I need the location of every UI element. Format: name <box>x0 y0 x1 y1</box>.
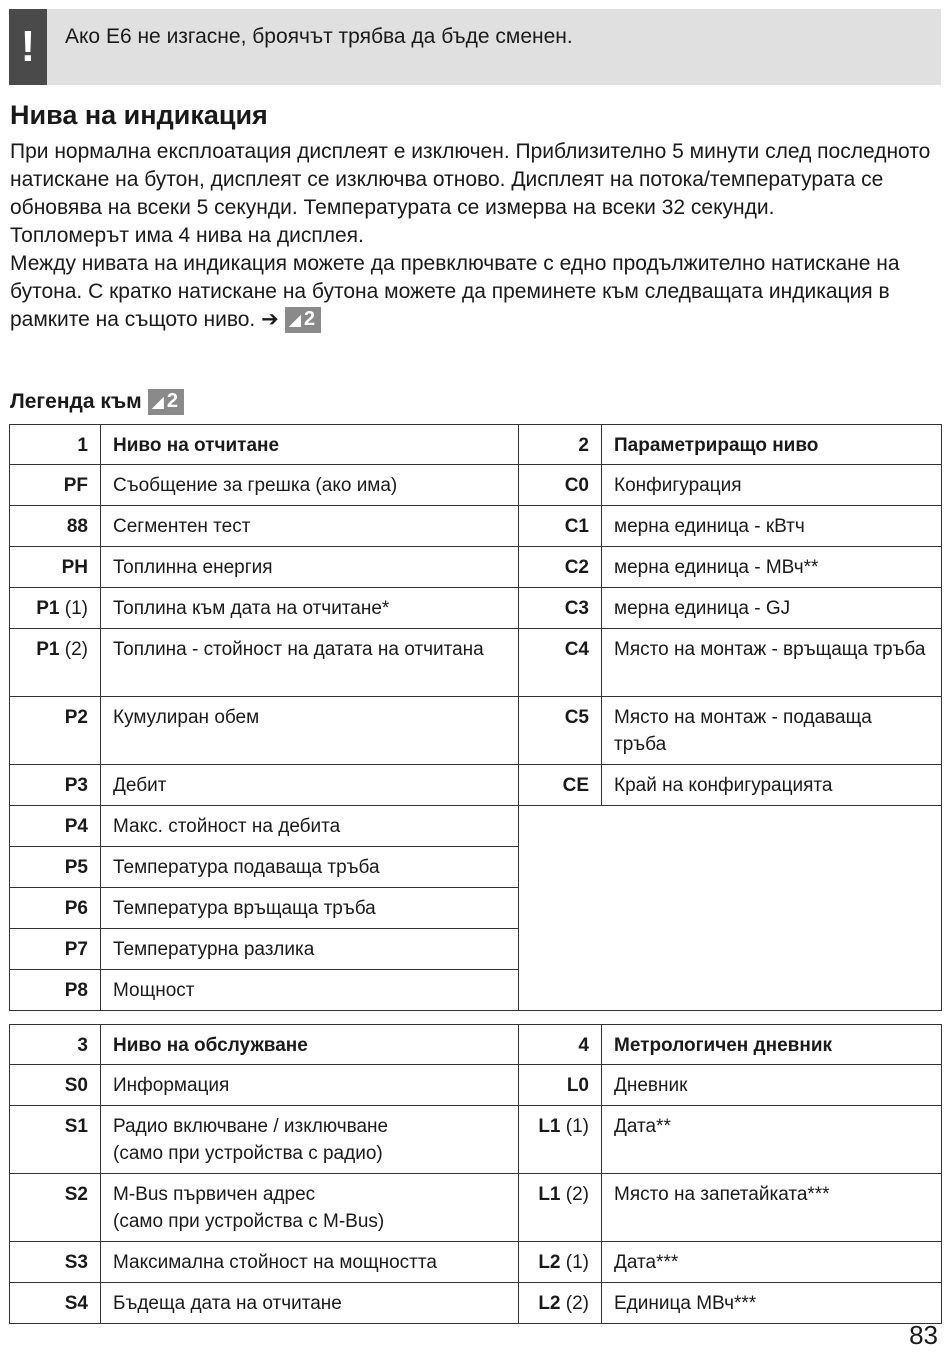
level-number: 4 <box>519 1025 602 1065</box>
code-cell: L2 (1) <box>519 1242 602 1283</box>
exclamation-icon: ! <box>9 9 47 85</box>
level-title: Ниво на отчитане <box>101 425 519 465</box>
description-cell: Дневник <box>602 1065 942 1106</box>
code-cell: PH <box>10 547 101 588</box>
description-cell: Мощност <box>101 970 519 1011</box>
description-cell: Температурна разлика <box>101 929 519 970</box>
table-header-row <box>10 1025 942 1065</box>
code-cell: L1 (1) <box>519 1106 602 1174</box>
code-cell: P2 <box>10 697 101 765</box>
code-cell: P1 (2) <box>10 629 101 697</box>
description-cell: Място на монтаж - подаваща тръба <box>602 697 942 765</box>
table-row <box>10 465 942 506</box>
code-cell: C0 <box>519 465 602 506</box>
description-cell: Информация <box>101 1065 519 1106</box>
code-cell: P4 <box>10 806 101 847</box>
code-cell: P1 (1) <box>10 588 101 629</box>
level-title: Ниво на обслужване <box>101 1025 519 1065</box>
legend-table-levels-3-4 <box>9 1024 942 1324</box>
code-cell: C1 <box>519 506 602 547</box>
code-cell: 88 <box>10 506 101 547</box>
code-cell: S3 <box>10 1242 101 1283</box>
code-cell: P7 <box>10 929 101 970</box>
table-row <box>10 765 942 806</box>
paragraph-text: Между нивата на индикация можете да превключвате с едно продължително натискане на бутона. С кратко натискане на бутона можете да преминете към следващата индикация в рамките на същото ниво. <box>10 252 900 331</box>
section-heading: Нива на индикация <box>10 100 268 130</box>
description-cell: M-Bus първичен адрес (само при устройства с M-Bus) <box>101 1174 519 1242</box>
description-cell: Конфигурация <box>602 465 942 506</box>
description-cell: Топлина към дата на отчитане* <box>101 588 519 629</box>
level-number: 2 <box>519 425 602 465</box>
table-row <box>10 1283 942 1324</box>
level-title: Метрологичен дневник <box>602 1025 942 1065</box>
figure-reference[interactable] <box>148 389 184 415</box>
level-number: 1 <box>10 425 101 465</box>
paragraph: Топломерът има 4 нива на дисплея. <box>10 224 364 247</box>
table-row <box>10 629 942 697</box>
description-cell: мерна единица - GJ <box>602 588 942 629</box>
code-cell: S4 <box>10 1283 101 1324</box>
table-row <box>10 697 942 765</box>
empty-cell <box>519 806 942 1011</box>
page-number: 83 <box>909 1320 938 1350</box>
code-cell: C2 <box>519 547 602 588</box>
table-row <box>10 1065 942 1106</box>
code-cell: PF <box>10 465 101 506</box>
code-cell: C5 <box>519 697 602 765</box>
description-cell: Съобщение за грешка (ако има) <box>101 465 519 506</box>
code-cell: L2 (2) <box>519 1283 602 1324</box>
description-cell: Дебит <box>101 765 519 806</box>
table-row <box>10 1242 942 1283</box>
table-row <box>10 806 942 847</box>
code-cell: P3 <box>10 765 101 806</box>
table-row <box>10 1174 942 1242</box>
table-row <box>10 506 942 547</box>
description-cell: Място на монтаж - връщаща тръба <box>602 629 942 697</box>
code-cell: C4 <box>519 629 602 697</box>
image-icon: ◢ <box>151 394 164 411</box>
table-row <box>10 547 942 588</box>
code-cell: S1 <box>10 1106 101 1174</box>
paragraph: При нормална експлоатация дисплеят е изключен. Приблизително 5 минути след последното натискане на бутон, дисплеят се изключва отново. Дисплеят на потока/температурата се обновява на всеки 5 секунди. Температурата се измерва на всеки 32 секунди. <box>10 140 931 219</box>
figure-reference[interactable] <box>285 307 321 333</box>
description-cell: Бъдеща дата на отчитане <box>101 1283 519 1324</box>
description-cell: Дата** <box>602 1106 942 1174</box>
table-row <box>10 1106 942 1174</box>
description-cell: Сегментен тест <box>101 506 519 547</box>
level-number: 3 <box>10 1025 101 1065</box>
code-cell: S2 <box>10 1174 101 1242</box>
figure-number: 2 <box>304 308 316 330</box>
arrow-icon: ➔ <box>261 308 279 331</box>
table-row <box>10 588 942 629</box>
description-cell: Дата*** <box>602 1242 942 1283</box>
code-cell: L1 (2) <box>519 1174 602 1242</box>
description-cell: Място на запетайката*** <box>602 1174 942 1242</box>
description-cell: мерна единица - МВч** <box>602 547 942 588</box>
code-cell: P6 <box>10 888 101 929</box>
table-header-row <box>10 425 942 465</box>
code-cell: P8 <box>10 970 101 1011</box>
description-cell: Топлина - стойност на датата на отчитана <box>101 629 519 697</box>
legend-title <box>10 389 184 415</box>
description-cell: Радио включване / изключване (само при устройства с радио) <box>101 1106 519 1174</box>
code-cell: L0 <box>519 1065 602 1106</box>
description-cell: Кумулиран обем <box>101 697 519 765</box>
description-cell: Температура подаваща тръба <box>101 847 519 888</box>
legend-title-text: Легенда към <box>10 390 142 413</box>
description-cell: Край на конфигурацията <box>602 765 942 806</box>
code-cell: C3 <box>519 588 602 629</box>
code-cell: S0 <box>10 1065 101 1106</box>
description-cell: Максимална стойност на мощността <box>101 1242 519 1283</box>
code-cell: P5 <box>10 847 101 888</box>
paragraph <box>10 250 940 334</box>
code-cell: CE <box>519 765 602 806</box>
description-cell: Температура връщаща тръба <box>101 888 519 929</box>
body-text <box>10 138 940 334</box>
description-cell: Макс. стойност на дебита <box>101 806 519 847</box>
level-title: Параметриращо ниво <box>602 425 942 465</box>
description-cell: Топлинна енергия <box>101 547 519 588</box>
image-icon: ◢ <box>288 312 302 329</box>
legend-table-levels-1-2 <box>9 424 942 1011</box>
description-cell: Единица МВч*** <box>602 1283 942 1324</box>
notice-text: Ако E6 не изгасне, броячът трябва да бъде сменен. <box>65 25 573 48</box>
notice-box <box>9 9 941 85</box>
description-cell: мерна единица - кВтч <box>602 506 942 547</box>
figure-number: 2 <box>166 390 179 412</box>
